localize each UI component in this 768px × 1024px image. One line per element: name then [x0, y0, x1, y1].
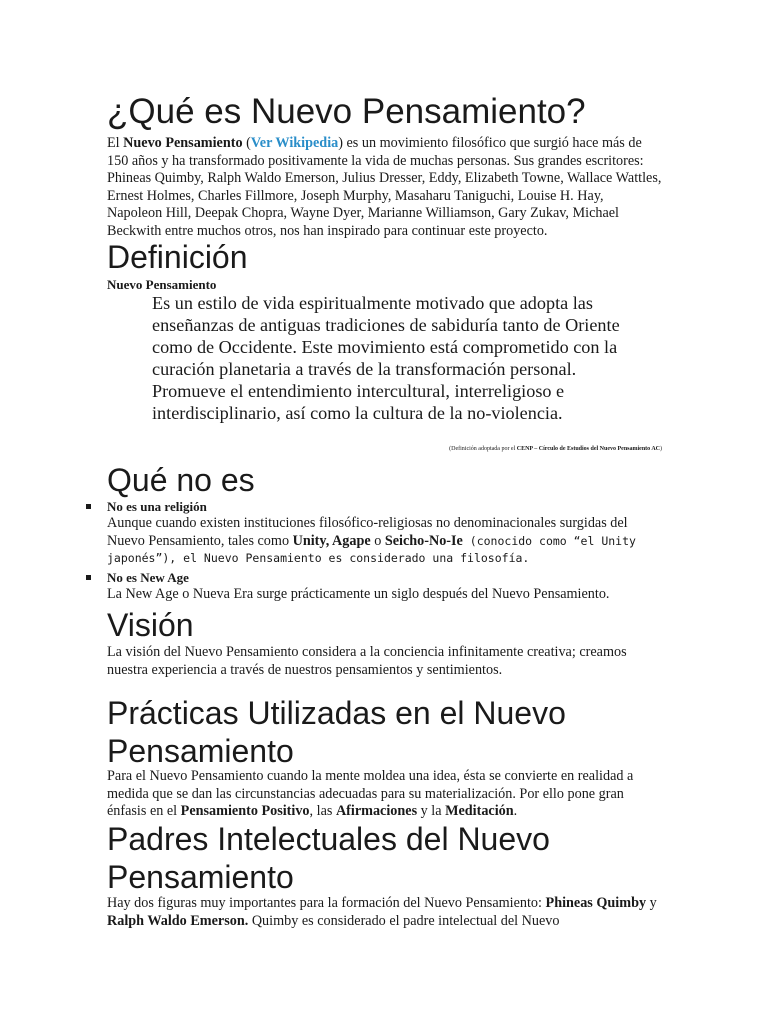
list-item-title: No es una religión	[107, 499, 207, 514]
list-item	[107, 570, 662, 604]
section-title-que-no-es: Qué no es	[107, 462, 255, 498]
section-title-definicion: Definición	[107, 239, 248, 275]
list-item-title: No es New Age	[107, 569, 189, 585]
list-item-text: Aunque cuando existen instituciones filosófico-religiosas no denominacionales surgidas del Nuevo Pensamiento, tales como Unity, Agape o Seicho-No-Ie (conocido como “el Unity japonés”), el Nuevo Pensamiento es considerado una filosofía.	[107, 515, 636, 566]
definition-credit: (Definición adoptada por el CENP – Círculo de Estudios del Nuevo Pensamiento AC)	[449, 446, 662, 452]
term-nuevo-pensamiento: Nuevo Pensamiento	[123, 135, 243, 151]
section-title-practicas: Prácticas Utilizadas en el Nuevo Pensamiento	[107, 695, 566, 769]
bullet-icon	[86, 504, 91, 509]
vision-text: La visión del Nuevo Pensamiento considera a la conciencia infinitamente creativa; creamos nuestra experiencia a través de nuestros pensamientos y sentimientos.	[107, 644, 627, 678]
list-item	[107, 499, 662, 568]
section-title-padres: Padres Intelectuales del Nuevo Pensamiento	[107, 821, 550, 895]
definition-label: Nuevo Pensamiento	[107, 277, 217, 292]
intro-paragraph: El Nuevo Pensamiento (Ver Wikipedia) es un movimiento filosófico que surgió hace más de 150 años y ha transformado positivamente la vida de muchas personas. Sus grandes escritores: Phineas Quimby, Ralph Waldo Emerson, Julius Dresser, Eddy, Elizabeth Towne, Wallace Wattles, Ernest Holmes, Charles Fillmore, Joseph Murphy, Masaharu Taniguchi, Louise H. Hay, Napoleon Hill, Deepak Chopra, Wayne Dyer, Marianne Williamson, Gary Zukav, Michael Beckwith entre muchos otros, nos han inspirado para continuar este proyecto.	[107, 135, 662, 239]
padres-text: Hay dos figuras muy importantes para la formación del Nuevo Pensamiento: Phineas Quimby y Ralph Waldo Emerson. Quimby es considerado el padre intelectual del Nuevo	[107, 895, 657, 929]
wikipedia-link[interactable]: Ver Wikipedia	[250, 135, 339, 151]
definition-text: Es un estilo de vida espiritualmente motivado que adopta las enseñanzas de antiguas tradiciones de sabiduría tanto de Oriente como de Occidente. Este movimiento está comprometido con la curación planetaria a través de la transformación personal. Promueve el entendimiento intercultural, interreligioso e interdisciplinario, así como la cultura de la no-violencia.	[152, 293, 620, 423]
section-title-vision: Visión	[107, 607, 194, 643]
que-no-es-list	[107, 499, 662, 603]
page-title: ¿Qué es Nuevo Pensamiento?	[107, 92, 586, 131]
list-item-text: La New Age o Nueva Era surge prácticamente un siglo después del Nuevo Pensamiento.	[107, 585, 610, 602]
bullet-icon	[86, 575, 91, 580]
practicas-text: Para el Nuevo Pensamiento cuando la mente moldea una idea, ésta se convierte en realidad a medida que se dan las circunstancias adecuadas para su materialización. Por ello pone gran énfasis en el Pensamiento Positivo, las Afirmaciones y la Meditación.	[107, 768, 634, 820]
